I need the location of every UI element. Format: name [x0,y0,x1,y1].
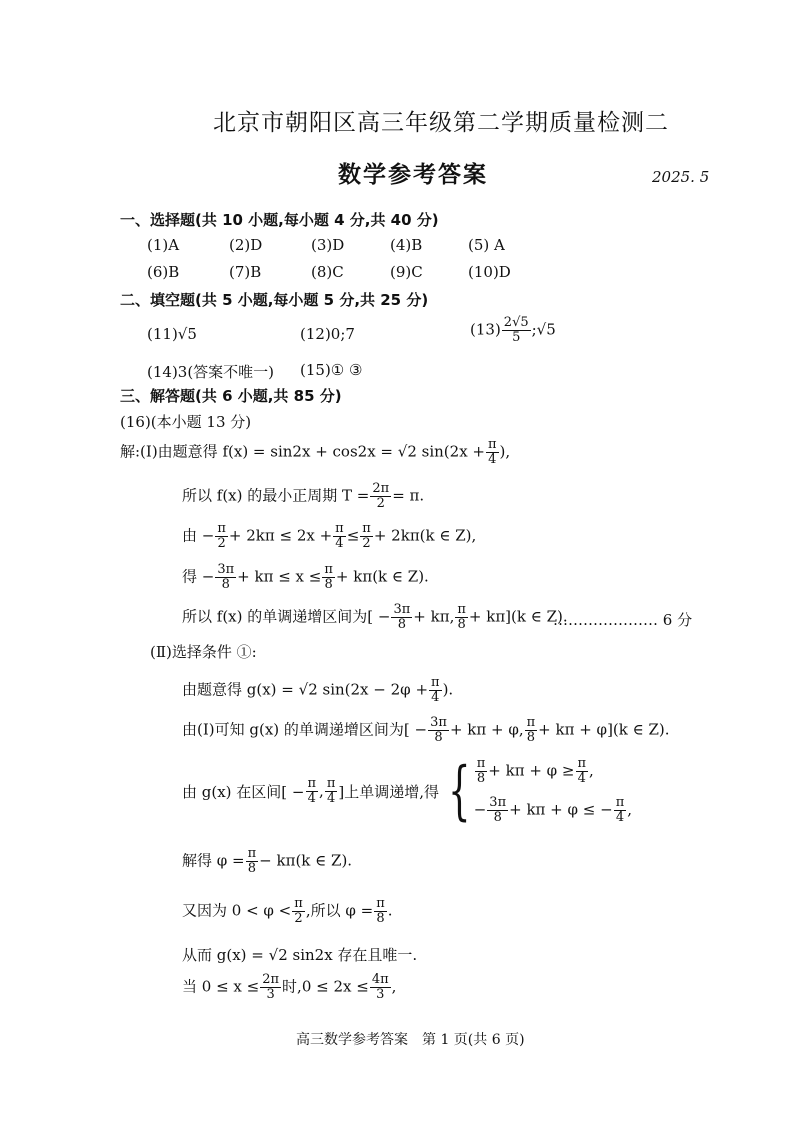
solution-line: 由(Ⅰ)可知 g(x) 的单调递增区间为[ − $\frac{3\pi}{8}$ + kπ + φ, $\frac{\pi}{8}$ + kπ + φ](k ∈ Z). [182,715,670,745]
answer-item: (5) A [468,236,505,254]
fraction: $\frac{2√5}{5}$ [503,315,529,345]
exam-date: 2025. 5 [652,168,710,186]
solution-line: 解:(Ⅰ)由题意得 f(x) = sin2x + cos2x = √2 sin(2x + $\frac{\pi}{4}$ ), [120,437,511,467]
answer-item-14: (14)3(答案不唯一) [147,363,275,381]
solution-line: 所以 f(x) 的最小正周期 T = $\frac{2\pi}{2}$ = π. [182,481,425,511]
answer-item-11: (11)√5 [147,325,197,343]
part-2-heading: (Ⅱ)选择条件 ①: [150,643,257,661]
answer-item: (3)D [311,236,345,254]
answer-item: (9)C [390,263,423,281]
answer-item: (2)D [229,236,263,254]
section-choice-heading: 一、选择题(共 10 小题,每小题 4 分,共 40 分) [120,211,439,229]
solution-line: 又因为 0 < φ < $\frac{\pi}{2}$ ,所以 φ = $\frac{\pi}{8}$ . [182,896,393,926]
solution-line: 当 0 ≤ x ≤ $\frac{2\pi}{3}$ 时,0 ≤ 2x ≤ $\frac{4\pi}{3}$ , [182,972,397,1002]
page-footer: 高三数学参考答案 第 1 页(共 6 页) [296,1032,525,1048]
answer-item: (7)B [229,263,262,281]
answer-item: (6)B [147,263,180,281]
inequality-2: − $\frac{3\pi}{8}$ + kπ + φ ≤ − $\frac{\pi}{4}$ , [473,795,633,825]
answer-item: (1)A [147,236,180,254]
page-subtitle: 数学参考答案 [338,161,488,188]
answer-item-13: (13) $\frac{2√5}{5}$ ;√5 [470,315,556,345]
question-16-heading: (16)(本小题 13 分) [120,413,252,431]
answer-item: (4)B [390,236,423,254]
page-title: 北京市朝阳区高三年级第二学期质量检测二 [213,110,669,136]
solution-line: 解得 φ = $\frac{\pi}{8}$ − kπ(k ∈ Z). [182,846,353,876]
section-fill-heading: 二、填空题(共 5 小题,每小题 5 分,共 25 分) [120,291,429,309]
equation-system [439,754,633,828]
solution-line: 由 − $\frac{\pi}{2}$ + 2kπ ≤ 2x + $\frac{\pi}{4}$ ≤ $\frac{\pi}{2}$ + 2kπ(k ∈ Z), [182,521,477,551]
answer-item: (10)D [468,263,511,281]
answer-item-15: (15)① ③ [300,361,363,379]
left-brace: { [448,754,471,828]
solution-line: 从而 g(x) = √2 sin2x 存在且唯一. [182,946,418,964]
section-solution-heading: 三、解答题(共 6 小题,共 85 分) [120,387,342,405]
answer-item: (8)C [311,263,344,281]
solution-line-system: 由 g(x) 在区间[ − $\frac{\pi}{4}$ , $\frac{\pi}{4}$ ]上单调递增,得 { $\frac{\pi}{8}$ + kπ + φ ≥ $\frac{\pi}{4}$ , − $\frac{3\pi}{8}$ + kπ + φ ≤ − $\frac{\pi}{4}$ , [182,754,633,828]
solution-line: 由题意得 g(x) = √2 sin(2x − 2φ + $\frac{\pi}{4}$ ). [182,675,454,705]
score-mark: ………………… 6 分 [553,611,693,629]
inequality-1: $\frac{\pi}{8}$ + kπ + φ ≥ $\frac{\pi}{4}$ , [476,756,594,786]
solution-line: 所以 f(x) 的单调递增区间为[ − $\frac{3\pi}{8}$ + kπ, $\frac{\pi}{8}$ + kπ](k ∈ Z). [182,602,568,632]
answer-item-12: (12)0;7 [300,325,355,343]
solution-line: 得 − $\frac{3\pi}{8}$ + kπ ≤ x ≤ $\frac{\pi}{8}$ + kπ(k ∈ Z). [182,562,429,592]
